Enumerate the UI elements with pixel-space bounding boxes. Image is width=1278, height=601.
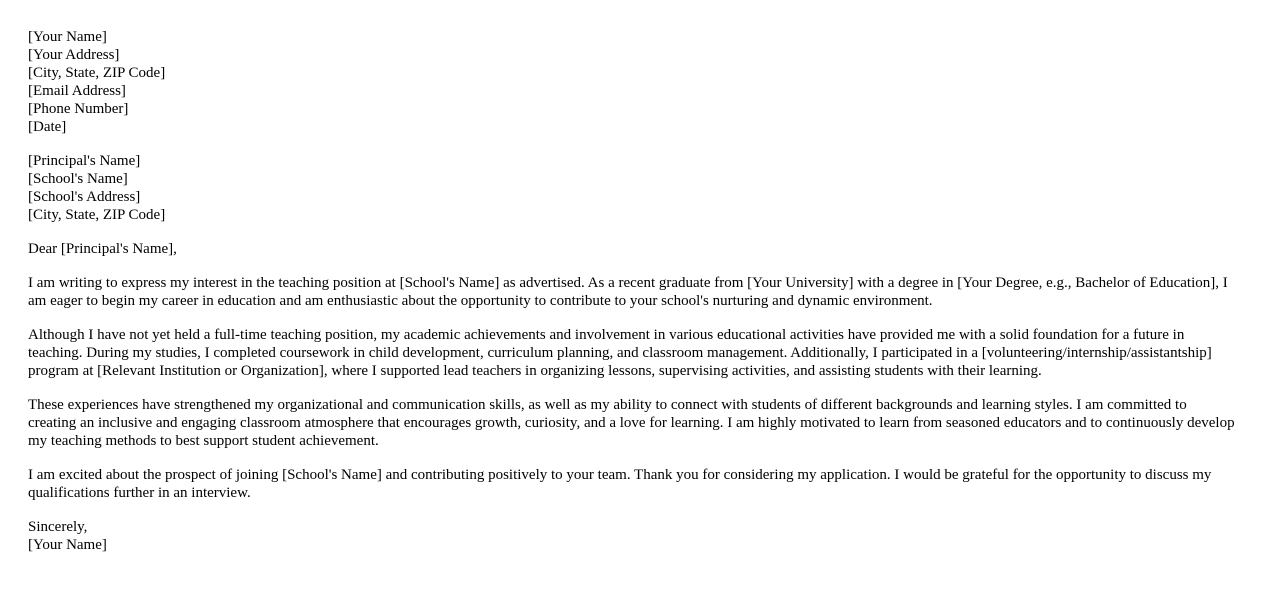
sender-name: [Your Name] [28, 29, 107, 45]
sender-email: [Email Address] [28, 83, 126, 99]
recipient-city-state-zip: [City, State, ZIP Code] [28, 207, 166, 223]
recipient-block [28, 152, 1238, 224]
body-paragraph-3: These experiences have strengthened my organizational and communication skills, as well as my ability to connect with students of different backgrounds and learning styles. I am committed to creating an inclusive and engaging classroom atmosphere that encourages growth, curiosity, and a love for learning. I am highly motivated to learn from seasoned educators and to continuously develop my teaching methods to best support student achievement. [28, 397, 1235, 449]
body-paragraph-1: I am writing to express my interest in the teaching position at [School's Name] as advertised. As a recent graduate from [Your University] with a degree in [Your Degree, e.g., Bachelor of Education], I am eager to begin my career in education and am enthusiastic about the opportunity to contribute to your school's nurturing and dynamic environment. [28, 275, 1228, 309]
sender-address: [Your Address] [28, 47, 120, 63]
cover-letter [28, 28, 1238, 570]
sender-city-state-zip: [City, State, ZIP Code] [28, 65, 166, 81]
recipient-school-address: [School's Address] [28, 189, 141, 205]
letter-date: [Date] [28, 119, 67, 135]
sender-block [28, 28, 1238, 136]
body-paragraph-4: I am excited about the prospect of joining [School's Name] and contributing positively to your team. Thank you for considering my application. I would be grateful for the opportunity to discuss my qualifications further in an interview. [28, 467, 1212, 501]
salutation: Dear [Principal's Name], [28, 241, 177, 257]
body-paragraph-2: Although I have not yet held a full-time teaching position, my academic achievements and involvement in various educational activities have provided me with a solid foundation for a future in teaching. During my studies, I completed coursework in child development, curriculum planning, and classroom management. Additionally, I participated in a [volunteering/internship/assistantship] program at [Relevant Institution or Organization], where I supported lead teachers in organizing lessons, supervising activities, and assisting students with their learning. [28, 327, 1212, 379]
recipient-principal-name: [Principal's Name] [28, 153, 141, 169]
closing-block [28, 518, 1238, 554]
valediction: Sincerely, [28, 519, 88, 535]
signature-name: [Your Name] [28, 537, 107, 553]
sender-phone: [Phone Number] [28, 101, 129, 117]
recipient-school-name: [School's Name] [28, 171, 128, 187]
